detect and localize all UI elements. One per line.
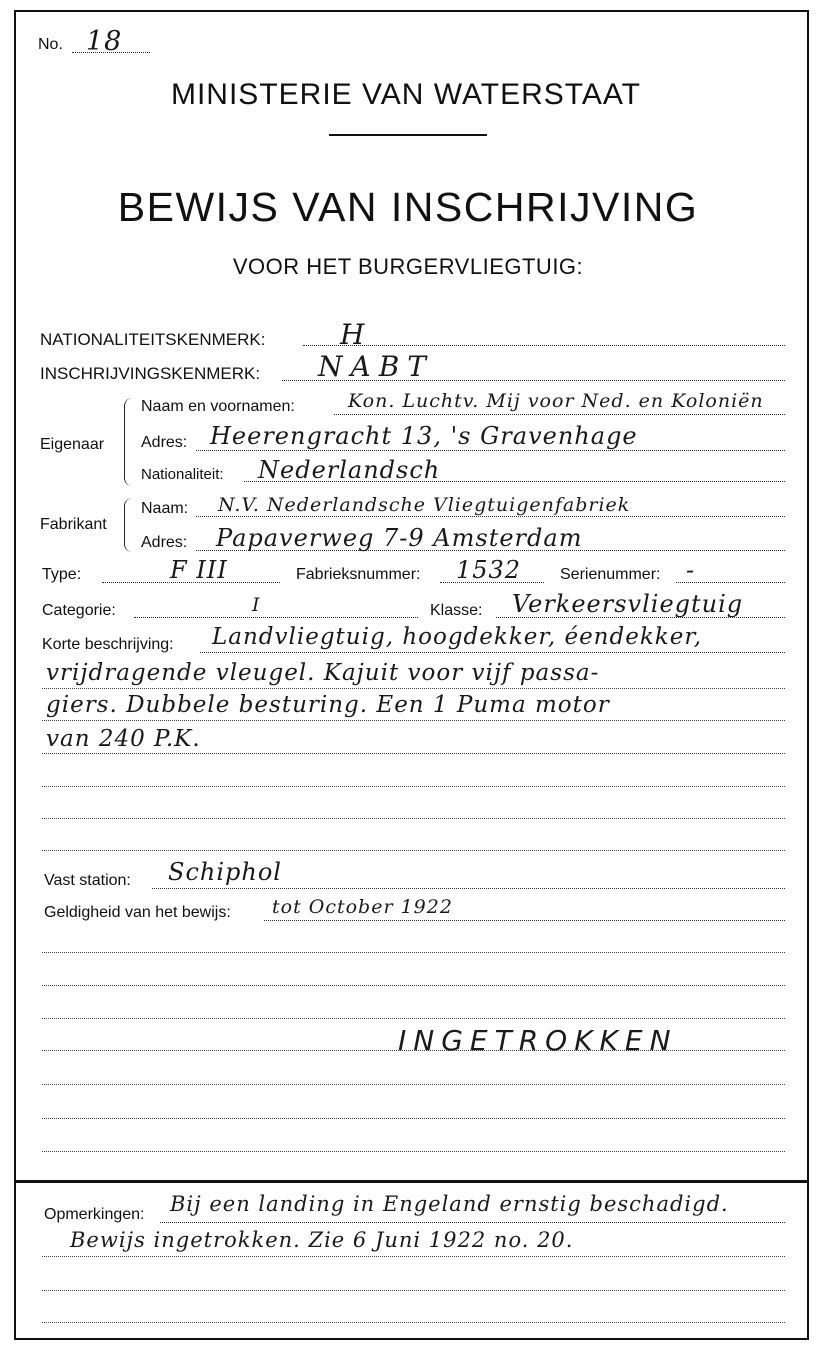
eigenaar-naam-line	[334, 414, 785, 415]
inschrijvingskenmerk-label: INSCHRIJVINGSKENMERK:	[40, 364, 261, 383]
nationaliteitskenmerk-line	[303, 345, 785, 346]
fabrikant-brace	[124, 498, 135, 552]
opmerkingen-line-3	[42, 1290, 785, 1291]
opmerkingen-text-2: Bewijs ingetrokken. Zie 6 Juni 1922 no. 20.	[70, 1228, 574, 1252]
categorie-value: I	[252, 594, 261, 616]
klasse-value: Verkeersvliegtuig	[512, 590, 744, 618]
eigenaar-naam-label: Naam en voornamen:	[141, 398, 295, 415]
blank-rule-6	[42, 1018, 785, 1019]
geldigheid-value: tot October 1922	[272, 896, 453, 918]
fabrikant-naam-value: N.V. Nederlandsche Vliegtuigenfabriek	[218, 494, 631, 516]
opmerkingen-text-1: Bij een landing in Engeland ernstig beschadigd.	[170, 1192, 729, 1216]
fabrieksnummer-label: Fabrieksnummer:	[296, 566, 421, 583]
serienummer-label: Serienummer:	[560, 566, 661, 583]
type-value: F III	[170, 556, 228, 584]
vast-station-value: Schiphol	[168, 858, 282, 886]
fabrikant-adres-label: Adres:	[141, 534, 188, 551]
serienummer-value: -	[686, 556, 696, 584]
opmerkingen-line-1	[160, 1222, 785, 1223]
blank-rule-10	[42, 1151, 785, 1152]
blank-rule-8	[42, 1084, 785, 1085]
beschrijving-label: Korte beschrijving:	[42, 636, 174, 653]
eigenaar-brace	[124, 398, 135, 486]
ingetrokken-stamp: INGETROKKEN	[398, 1024, 678, 1057]
number-label: No.	[38, 36, 63, 53]
inschrijvingskenmerk-value: NABT	[318, 350, 434, 383]
beschrijving-text-3: giers. Dubbele besturing. Een 1 Puma motor	[46, 692, 610, 718]
eigenaar-naam-value: Kon. Luchtv. Mij voor Ned. en Koloniën	[348, 390, 764, 412]
page-title: BEWIJS VAN INSCHRIJVING	[117, 184, 699, 230]
blank-rule-2	[42, 818, 785, 819]
opmerkingen-line-4	[42, 1322, 785, 1323]
blank-rule-5	[42, 985, 785, 986]
heading-divider	[329, 134, 487, 136]
beschrijving-line-4	[42, 753, 785, 754]
blank-rule-9	[42, 1118, 785, 1119]
beschrijving-line-2	[42, 688, 785, 689]
geldigheid-line	[264, 920, 785, 921]
beschrijving-text-2: vrijdragende vleugel. Kajuit voor vijf passa-	[46, 660, 600, 686]
eigenaar-adres-line	[196, 450, 785, 451]
opmerkingen-label: Opmerkingen:	[44, 1206, 145, 1223]
geldigheid-label: Geldigheid van het bewijs:	[44, 904, 231, 921]
remarks-divider	[14, 1180, 809, 1183]
nationaliteitskenmerk-value: H	[340, 318, 366, 351]
page-subtitle: VOOR HET BURGERVLIEGTUIG:	[232, 254, 584, 279]
beschrijving-line-1	[200, 652, 785, 653]
opmerkingen-line-2	[42, 1256, 785, 1257]
eigenaar-nationaliteit-value: Nederlandsch	[258, 456, 441, 484]
vast-station-label: Vast station:	[44, 872, 131, 889]
eigenaar-nationaliteit-label: Nationaliteit:	[141, 466, 224, 483]
blank-rule-1	[42, 786, 785, 787]
fabrikant-naam-line	[196, 516, 785, 517]
beschrijving-text-4: van 240 P.K.	[46, 726, 201, 752]
nationaliteitskenmerk-label: NATIONALITEITSKENMERK:	[40, 330, 266, 349]
fabrikant-adres-value: Papaverweg 7-9 Amsterdam	[216, 524, 583, 552]
ministry-heading: MINISTERIE VAN WATERSTAAT	[170, 78, 642, 111]
fabrieksnummer-value: 1532	[456, 556, 522, 584]
fabrikant-label: Fabrikant	[40, 516, 107, 533]
certificate-number: 18	[86, 26, 123, 57]
blank-rule-3	[42, 850, 785, 851]
eigenaar-label: Eigenaar	[40, 436, 105, 453]
eigenaar-adres-value: Heerengracht 13, 's Gravenhage	[210, 422, 638, 450]
eigenaar-adres-label: Adres:	[141, 434, 188, 451]
categorie-line	[134, 617, 418, 618]
beschrijving-text-1: Landvliegtuig, hoogdekker, éendekker,	[212, 624, 703, 650]
blank-rule-4	[42, 952, 785, 953]
fabrikant-naam-label: Naam:	[141, 500, 189, 517]
type-label: Type:	[42, 566, 82, 583]
klasse-label: Klasse:	[430, 602, 483, 619]
beschrijving-line-3	[42, 720, 785, 721]
vast-station-line	[152, 888, 785, 889]
categorie-label: Categorie:	[42, 602, 116, 619]
